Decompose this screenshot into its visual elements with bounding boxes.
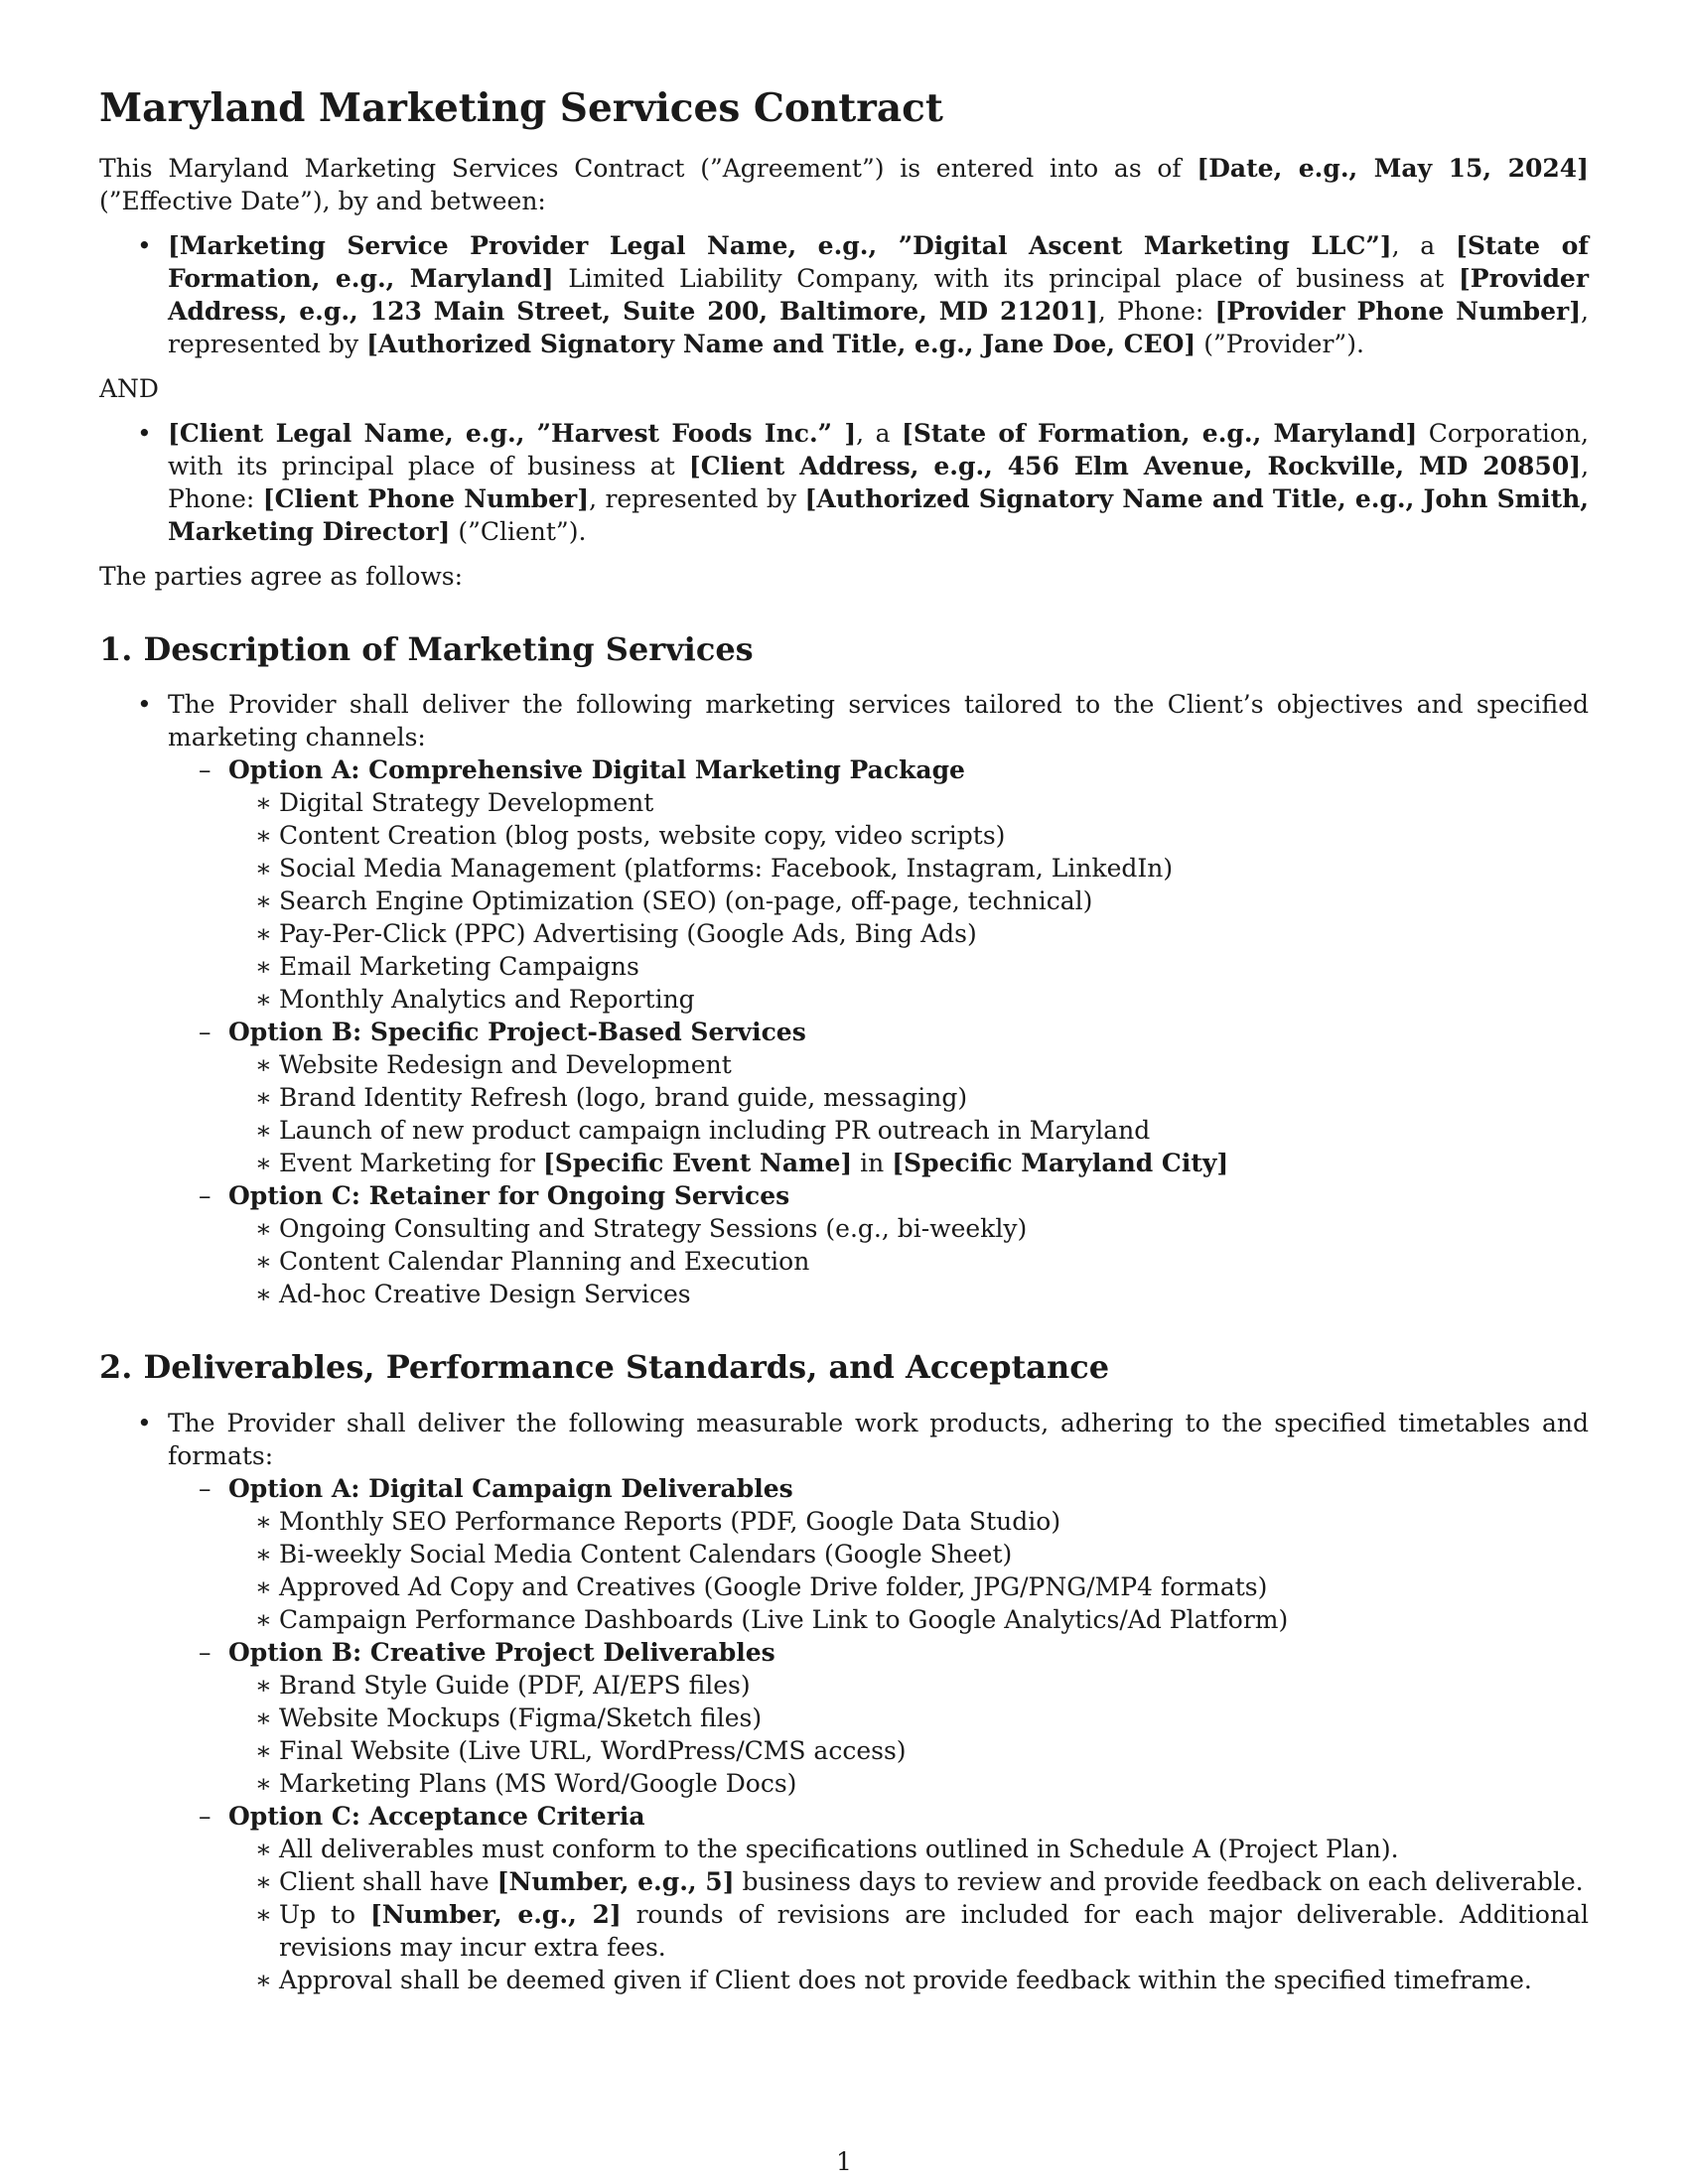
list-item [228,1898,1589,1964]
section-2-intro: The Provider shall deliver the following measurable work products, adhering to the specified timetables and formats: [168,1408,1589,1470]
provider-phone-placeholder: [Provider Phone Number] [1214,296,1582,326]
option-item [168,753,1589,1016]
option-sublist [228,1048,1589,1179]
list-item: ∗ Website Redesign and Development [228,1048,1589,1081]
text: Event Marketing for [279,1149,543,1178]
section-1-item [99,688,1589,1310]
client-name-placeholder: [Client Legal Name, e.g., ”Harvest Foods Inc.” ] [168,418,857,448]
text: , a [1391,230,1456,260]
client-phone-placeholder: [Client Phone Number] [262,483,590,513]
list-item: ∗ Monthly SEO Performance Reports (PDF, Google Data Studio) [228,1505,1589,1538]
option-sublist [228,786,1589,1016]
list-item: ∗ Pay-Per-Click (PPC) Advertising (Google Ads, Bing Ads) [228,917,1589,950]
section-2-list [99,1407,1589,1996]
list-item [228,1865,1589,1898]
list-item: ∗ Search Engine Optimization (SEO) (on-page, off-page, technical) [228,885,1589,917]
text: Limited Liability Company, with its principal place of business at [553,263,1459,293]
client-party [99,417,1589,548]
provider-address-placeholder: [Provider Address, e.g., 123 Main Street, Suite 200, Baltimore, MD 21201] [168,263,1590,326]
list-item: ∗ Launch of new product campaign including PR outreach in Maryland [228,1114,1589,1147]
review-days-placeholder: [Number, e.g., 5] [496,1866,735,1896]
list-item: ∗ Content Calendar Planning and Execution [228,1245,1589,1278]
text: Up to [279,1899,370,1929]
option-item [168,1636,1589,1800]
client-signatory-placeholder: [Authorized Signatory Name and Title, e.g., John Smith, Marketing Director] [168,483,1589,546]
option-label: Option C: Retainer for Ongoing Services [228,1181,790,1211]
option-item [168,1472,1589,1636]
list-item [228,1147,1589,1179]
text: Corporation, with its principal place of business at [168,418,1589,480]
intro-text: This Maryland Marketing Services Contract (”Agreement”) is entered into as of [99,153,1197,183]
text: , a [856,418,903,448]
option-label: Option A: Digital Campaign Deliverables [228,1473,793,1503]
list-item: ∗ Website Mockups (Figma/Sketch files) [228,1702,1589,1734]
provider-signatory-placeholder: [Authorized Signatory Name and Title, e.g., Jane Doe, CEO] [366,329,1196,358]
section-2-heading: 2. Deliverables, Performance Standards, and Acceptance [99,1348,1110,1387]
option-sublist [228,1669,1589,1800]
client-party-list [99,417,1589,548]
section-1-intro: The Provider shall deliver the following marketing services tailored to the Client’s objectives and specified marketing channels: [168,690,1589,752]
section-2-options [168,1472,1589,1996]
intro-text: (”Effective Date”), by and between: [99,186,546,215]
list-item: ∗ Email Marketing Campaigns [228,950,1589,983]
list-item: ∗ All deliverables must conform to the specifications outlined in Schedule A (Project Plan). [228,1833,1589,1865]
list-item: ∗ Approval shall be deemed given if Client does not provide feedback within the specified timeframe. [228,1964,1589,1996]
section-2-item [99,1407,1589,1996]
text: (”Provider”). [1196,329,1364,358]
provider-party-list [99,229,1589,360]
provider-party [99,229,1589,360]
text: in [852,1149,893,1178]
list-item: ∗ Ongoing Consulting and Strategy Sessions (e.g., bi-weekly) [228,1212,1589,1245]
list-item: ∗ Brand Style Guide (PDF, AI/EPS files) [228,1669,1589,1702]
list-item: ∗ Marketing Plans (MS Word/Google Docs) [228,1767,1589,1800]
list-item: ∗ Campaign Performance Dashboards (Live Link to Google Analytics/Ad Platform) [228,1603,1589,1636]
list-item: ∗ Final Website (Live URL, WordPress/CMS access) [228,1734,1589,1767]
list-item: ∗ Social Media Management (platforms: Facebook, Instagram, LinkedIn) [228,852,1589,885]
option-item [168,1800,1589,1996]
list-item: ∗ Ad-hoc Creative Design Services [228,1278,1589,1310]
list-item: ∗ Content Creation (blog posts, website copy, video scripts) [228,819,1589,852]
client-state-placeholder: [State of Formation, e.g., Maryland] [902,418,1418,448]
option-item [168,1179,1589,1310]
event-name-placeholder: [Specific Event Name] [542,1149,853,1178]
section-1-list [99,688,1589,1310]
text: , represented by [589,483,805,513]
text: , Phone: [168,451,1590,513]
text: , represented by [168,296,1589,358]
text: business days to review and provide feedback on each deliverable. [734,1866,1584,1896]
list-item: ∗ Approved Ad Copy and Creatives (Google Drive folder, JPG/PNG/MP4 formats) [228,1570,1589,1603]
text: Client shall have [279,1866,497,1896]
option-sublist [228,1212,1589,1310]
option-sublist [228,1505,1589,1636]
option-sublist [228,1833,1589,1996]
option-label: Option B: Specific Project-Based Services [228,1018,806,1047]
effective-date-placeholder: [Date, e.g., May 15, 2024] [1196,153,1589,183]
text: rounds of revisions are included for each major deliverable. Additional revisions may incur extra fees. [279,1899,1589,1962]
and-separator: AND [99,373,159,403]
section-1-options [168,753,1589,1310]
list-item: ∗ Monthly Analytics and Reporting [228,983,1589,1016]
agree-paragraph: The parties agree as follows: [99,561,464,591]
intro-paragraph [99,152,1589,217]
page-number: 1 [836,2147,852,2176]
revision-rounds-placeholder: [Number, e.g., 2] [369,1899,622,1929]
section-1-heading: 1. Description of Marketing Services [99,629,754,668]
list-item: ∗ Digital Strategy Development [228,786,1589,819]
provider-state-placeholder: [State of Formation, e.g., Maryland] [168,230,1590,293]
list-item: ∗ Brand Identity Refresh (logo, brand guide, messaging) [228,1081,1589,1114]
option-item [168,1016,1589,1179]
option-label: Option B: Creative Project Deliverables [228,1637,775,1667]
option-label: Option A: Comprehensive Digital Marketing Package [228,755,965,785]
option-label: Option C: Acceptance Criteria [228,1801,645,1831]
document-page [99,85,1589,2008]
text: (”Client”). [450,516,587,546]
provider-name-placeholder: [Marketing Service Provider Legal Name, e.g., ”Digital Ascent Marketing LLC”] [168,230,1392,260]
text: , Phone: [1097,296,1215,326]
event-city-placeholder: [Specific Maryland City] [892,1149,1229,1178]
client-address-placeholder: [Client Address, e.g., 456 Elm Avenue, Rockville, MD 20850] [688,451,1582,480]
list-item: ∗ Bi-weekly Social Media Content Calendars (Google Sheet) [228,1538,1589,1570]
page-title: Maryland Marketing Services Contract [99,85,943,131]
